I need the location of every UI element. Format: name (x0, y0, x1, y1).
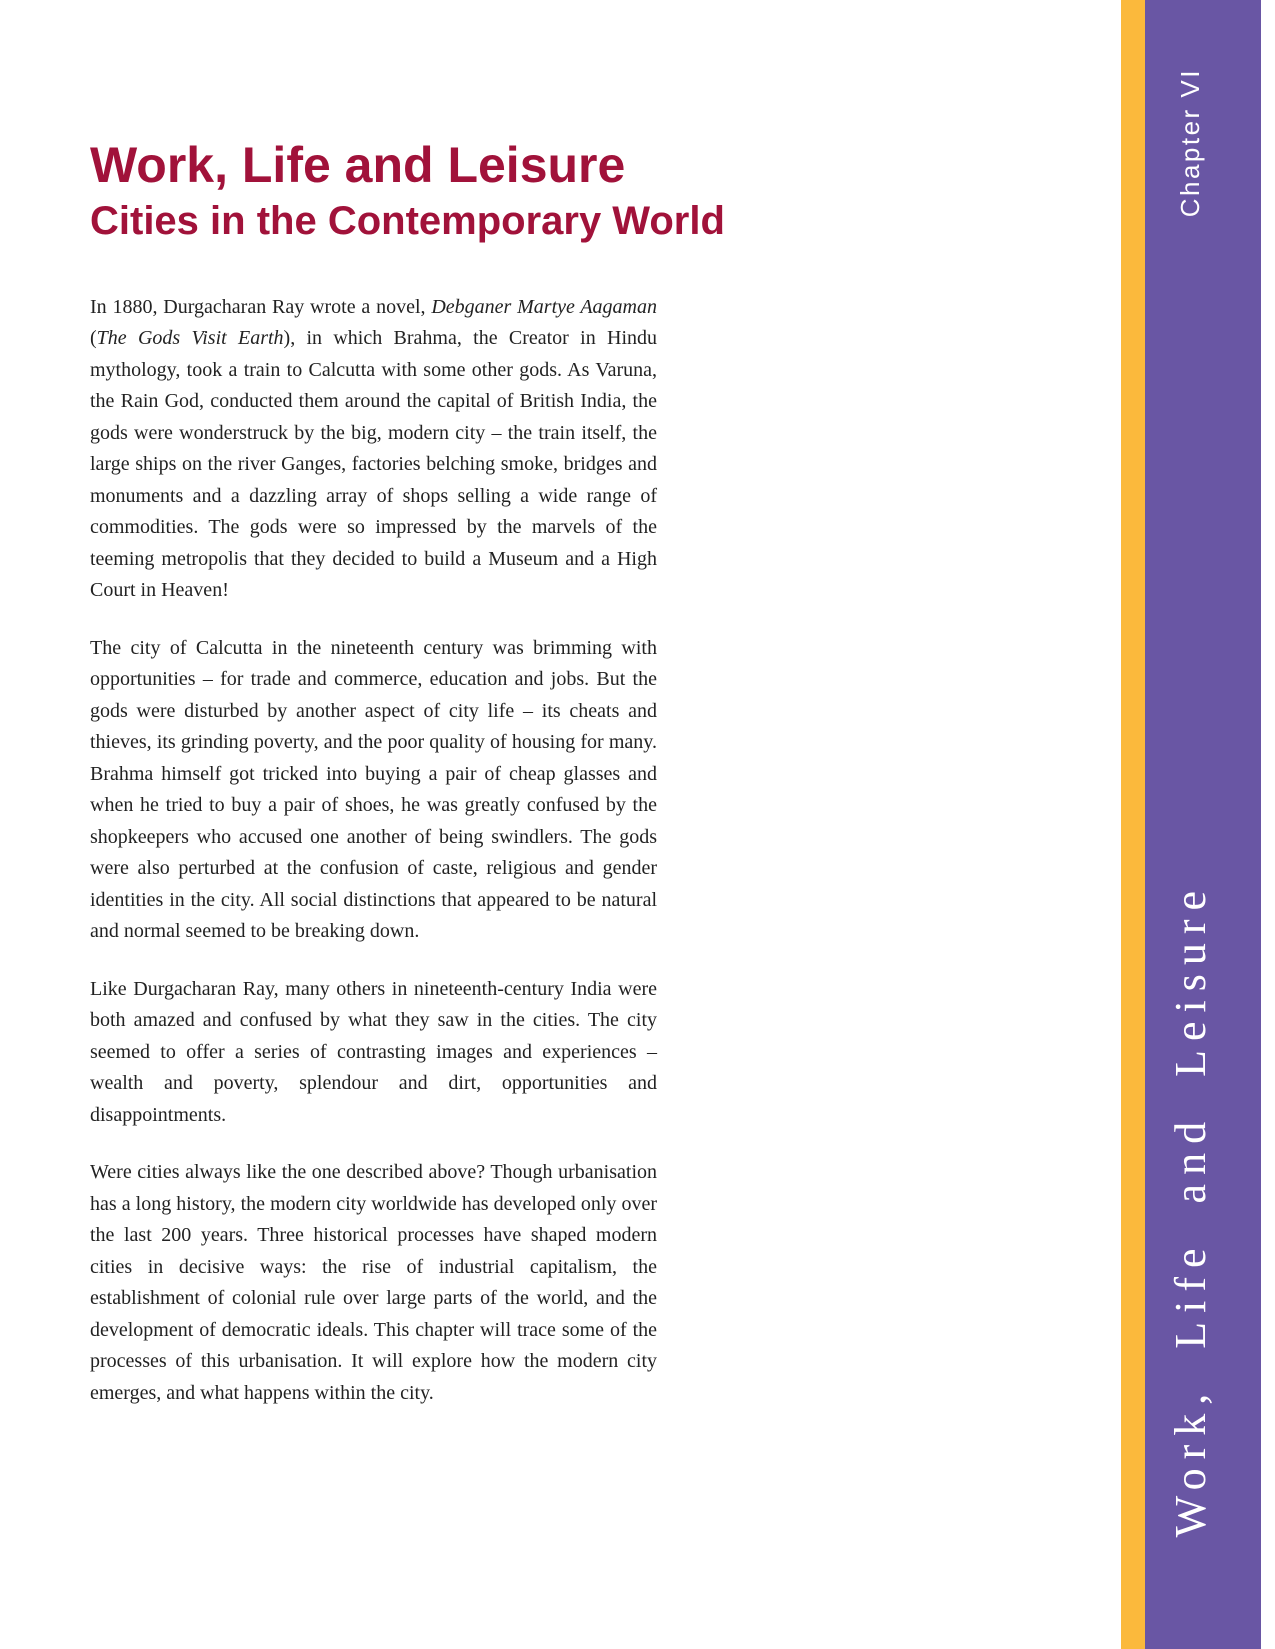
sidebar-purple-band (1145, 0, 1261, 1649)
italic-text-run: The Gods Visit Earth (96, 327, 284, 350)
sidebar-orange-band (1121, 0, 1145, 1649)
article-body (90, 292, 657, 1410)
text-run: ), in which Brahma, the Creator in Hindu mythology, took a train to Calcutta with some other gods. As Varuna, the Rain God, conducted them around the capital of British India, the gods were wonderstruck by the big, modern city – the train itself, the large ships on the river Ganges, factories belching smoke, bridges and monuments and a dazzling array of shops selling a wide range of commodities. The gods were so impressed by the marvels of the teeming metropolis that they decided to build a Museum and a High Court in Heaven! (90, 327, 658, 602)
chapter-number-container (1145, 68, 1261, 217)
chapter-title-vertical-label: Work, Life and Leisure (1165, 881, 1215, 1537)
text-run: In 1880, Durgacharan Ray wrote a novel, (90, 295, 432, 318)
main-text-column (90, 137, 725, 1435)
text-run: Were cities always like the one described above? Though urbanisation has a long history, the modern city worldwide has developed only over the last 200 years. Three historical processes have shaped modern cities in decisive ways: the rise of industrial capitalism, the establishment of colonial rule over large parts of the world, and the development of democratic ideals. This chapter will trace some of the processes of this urbanisation. It will explore how the modern city emerges, and what happens within the city. (90, 1161, 657, 1404)
text-run: The city of Calcutta in the nineteenth century was brimming with opportunities – for trade and commerce, education and jobs. But the gods were disturbed by another aspect of city life – its cheats and thieves, its grinding poverty, and the poor quality of housing for many. Brahma himself got tricked into buying a pair of cheap glasses and when he tried to buy a pair of shoes, he was greatly confused by the shopkeepers who accused one another of being swindlers. The gods were also perturbed at the confusion of caste, religious and gender identities in the city. All social distinctions that appeared to be natural and normal seemed to be breaking down. (90, 636, 657, 943)
paragraph (90, 974, 657, 1132)
paragraph (90, 292, 657, 607)
italic-text-run: Debganer Martye Aagaman (431, 295, 657, 318)
chapter-title-vertical-container (1145, 882, 1261, 1537)
text-run: Like Durgacharan Ray, many others in nineteenth-century India were both amazed and confused by what they saw in the cities. The city seemed to offer a series of contrasting images and experiences – wealth and poverty, splendour and dirt, opportunities and disappointments. (90, 977, 657, 1126)
paragraph (90, 1157, 657, 1409)
chapter-title: Work, Life and Leisure (90, 137, 626, 193)
text-run: ( (90, 327, 97, 350)
paragraph (90, 633, 657, 948)
chapter-subtitle: Cities in the Contemporary World (90, 199, 725, 243)
chapter-number-vertical-label: Chapter VI (1174, 68, 1205, 218)
